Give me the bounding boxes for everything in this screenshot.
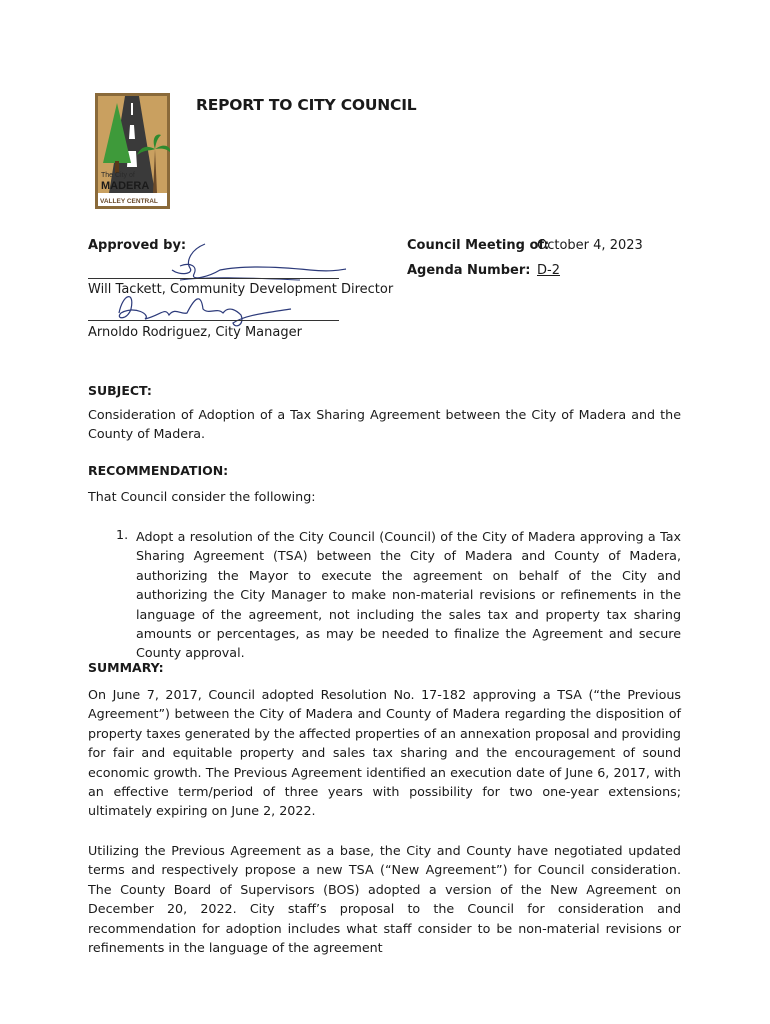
signer-2-name: Arnoldo Rodriguez, City Manager <box>88 325 302 340</box>
logo-text-small: The City of <box>101 172 135 179</box>
recommendation-intro: That Council consider the following: <box>88 489 316 504</box>
summary-paragraph-1: On June 7, 2017, Council adopted Resolution No. 17-182 approving a TSA (“the Previous Agreement”) between the City of Madera and County of Madera regarding the disposition of property taxes generated by the affected properties of an annexation proposal and providing for fair and equitable property and sales tax sharing and the encouragement of sound economic growth. The Previous Agreement identified an execution date of June 6, 2017, with an effective term/period of three years with possibility for two one-year extensions; ultimately expiring on June 2, 2022. <box>88 687 681 819</box>
summary-heading: SUMMARY: <box>88 660 164 675</box>
approved-by-label: Approved by: <box>88 238 187 253</box>
subject-heading: SUBJECT: <box>88 383 152 398</box>
meeting-date-value: October 4, 2023 <box>537 238 643 253</box>
logo-text-city: MADERA <box>101 180 150 192</box>
city-logo <box>95 93 170 209</box>
meeting-date-label: Council Meeting of: <box>407 238 550 253</box>
signature-line-1 <box>88 278 339 279</box>
signer-1-name: Will Tackett, Community Development Director <box>88 282 394 297</box>
recommendation-heading: RECOMMENDATION: <box>88 463 229 478</box>
recommendation-item-number: 1. <box>116 527 129 542</box>
subject-text: Consideration of Adoption of a Tax Sharing Agreement between the City of Madera and the County of Madera. <box>88 407 681 442</box>
summary-paragraph-2: Utilizing the Previous Agreement as a base, the City and County have negotiated updated terms and respectively propose a new TSA (“New Agreement”) for Council consideration. The County Board of Supervisors (BOS) adopted a version of the New Agreement on December 20, 2022. City staff’s proposal to the Council for consideration and recommendation for adoption includes what staff consider to be non-material revisions or refinements in the language of the agreement <box>88 843 681 956</box>
signature-line-2 <box>88 320 339 321</box>
logo-text-tagline: VALLEY CENTRAL <box>100 198 158 205</box>
city-of-madera-logo-icon <box>95 93 170 209</box>
page-title: REPORT TO CITY COUNCIL <box>196 96 417 114</box>
agenda-number-label: Agenda Number: <box>407 263 531 278</box>
recommendation-item-text: Adopt a resolution of the City Council (Council) of the City of Madera approving a Tax Sharing Agreement (TSA) between the City of Madera and County of Madera, authorizing the Mayor to execute the agreement on behalf of the City and authorizing the City Manager to make non-material revisions or refinements in the language of the agreement, not including the sales tax and property tax sharing amounts or percentages, as may be needed to finalize the Agreement and secure County approval. <box>136 529 681 661</box>
agenda-number-value: D-2 <box>537 263 560 278</box>
